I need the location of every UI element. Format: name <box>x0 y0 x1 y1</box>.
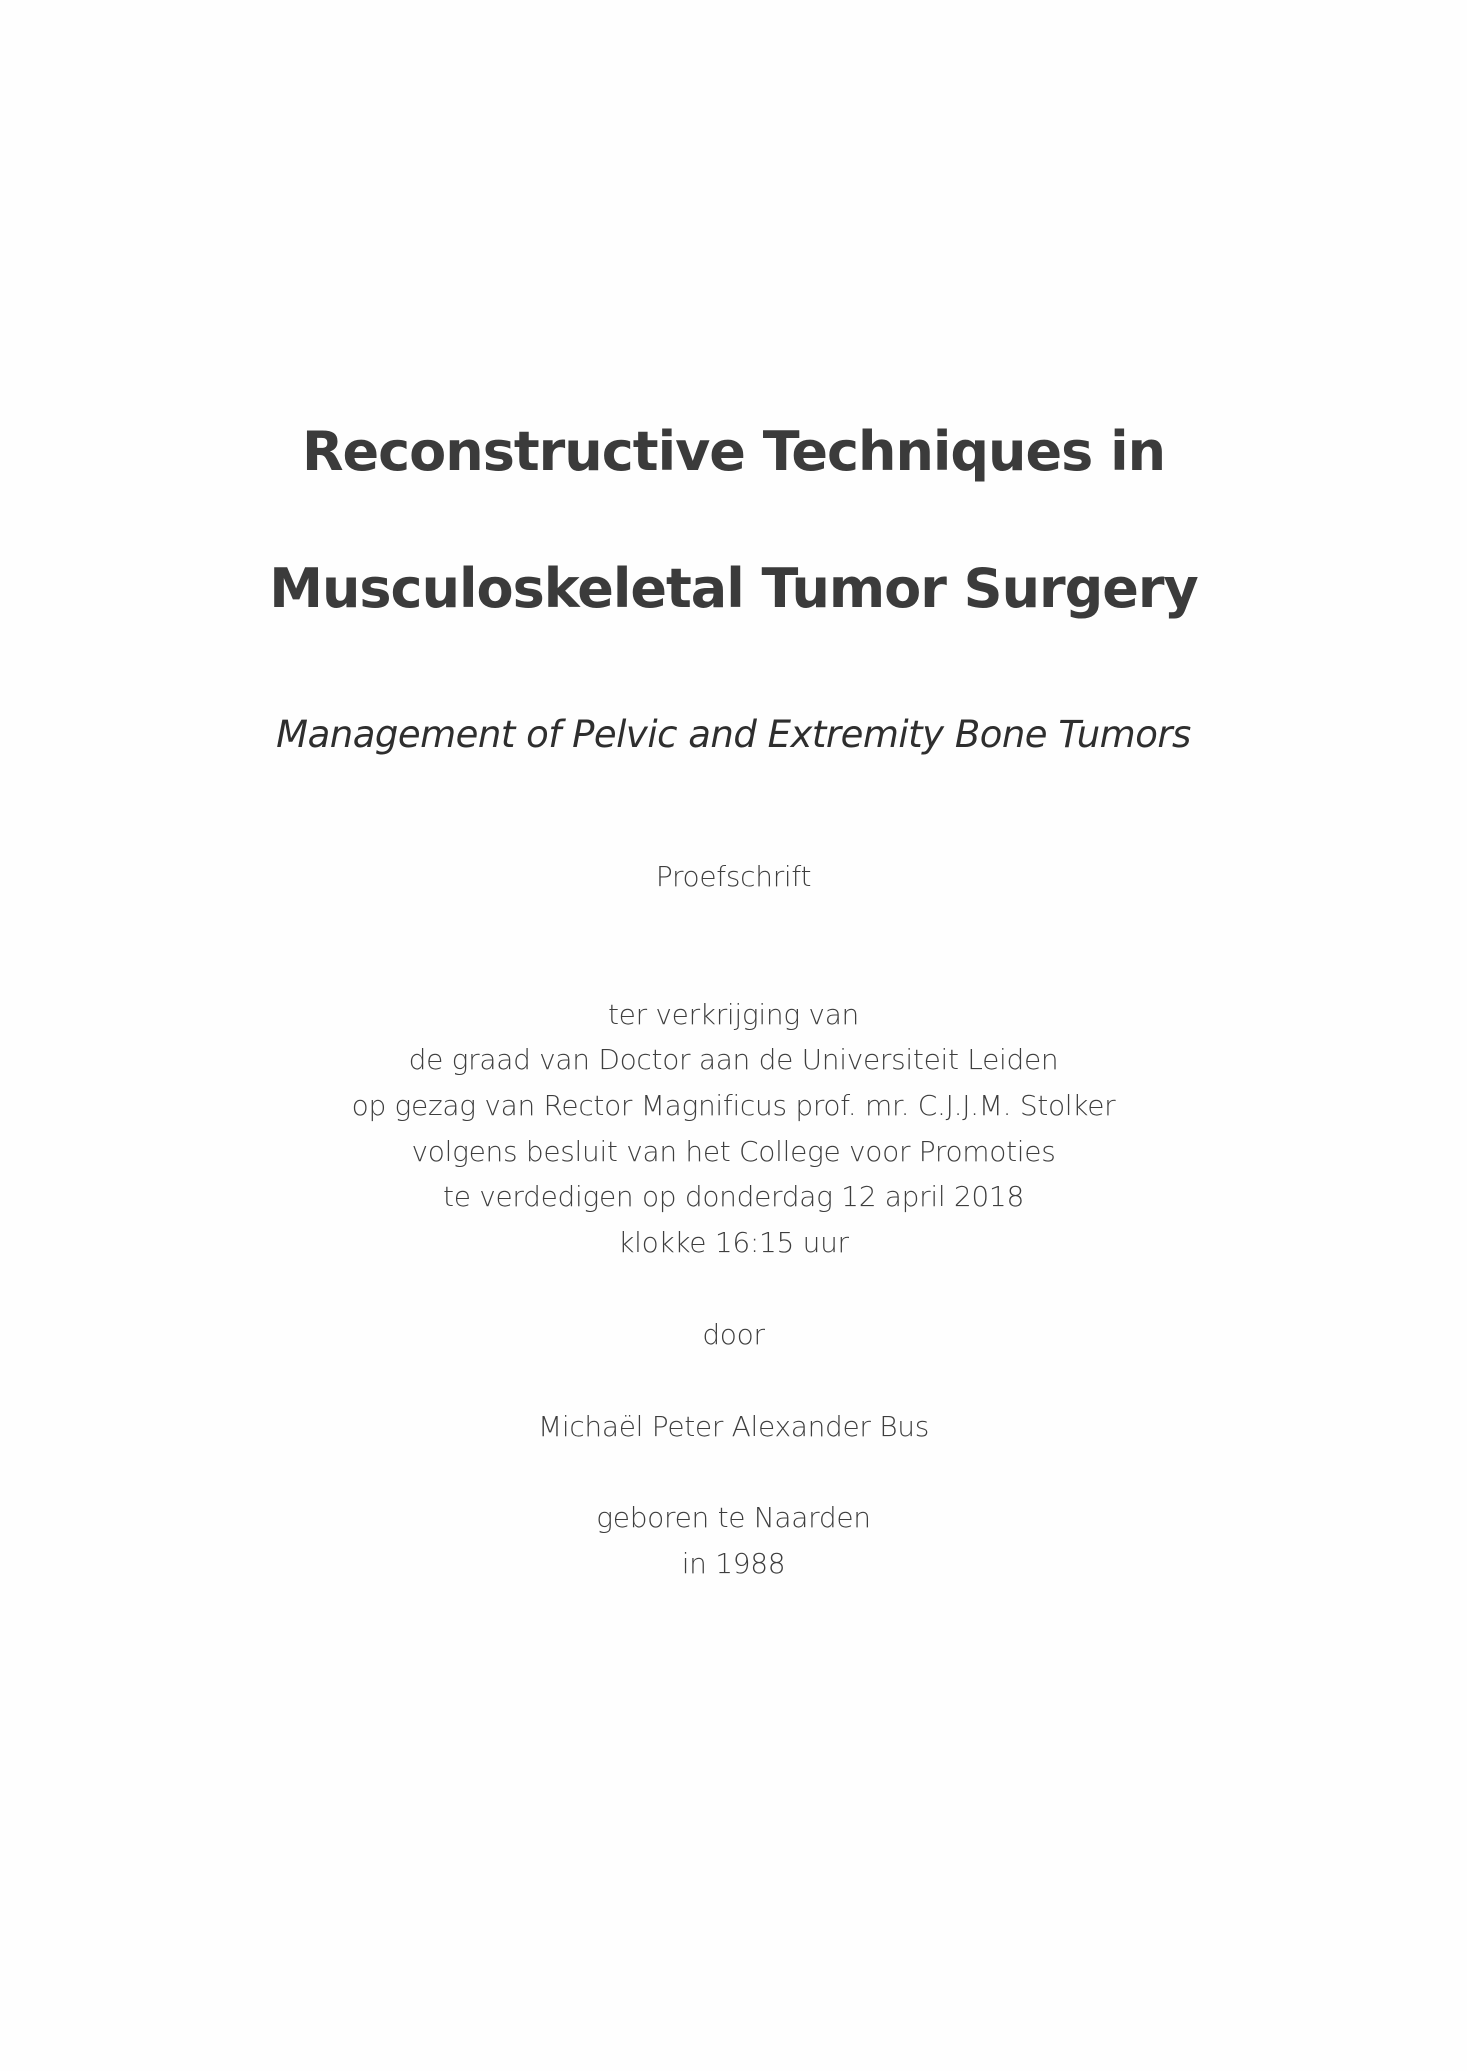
degree-line: op gezag van Rector Magnificus prof. mr. C.J.J.M. Stolker <box>351 1089 1116 1122</box>
birth-line: geboren te Naarden <box>596 1501 871 1534</box>
door-label: door <box>702 1318 765 1351</box>
author-name: Michaël Peter Alexander Bus <box>538 1410 929 1443</box>
degree-line: volgens besluit van het College voor Promoties <box>411 1135 1056 1168</box>
proefschrift-label: Proefschrift <box>655 860 812 893</box>
thesis-title-line-1: Reconstructive Techniques in <box>301 420 1166 483</box>
degree-line: te verdedigen op donderdag 12 april 2018 <box>443 1180 1024 1213</box>
degree-line: klokke 16:15 uur <box>618 1226 849 1259</box>
birth-line: in 1988 <box>681 1547 786 1580</box>
degree-line: de graad van Doctor aan de Universiteit Leiden <box>408 1043 1059 1076</box>
thesis-subtitle: Management of Pelvic and Extremity Bone Tumors <box>276 713 1191 756</box>
thesis-title-line-2: Musculoskeletal Tumor Surgery <box>269 557 1198 620</box>
degree-line: ter verkrijging van <box>607 998 860 1031</box>
